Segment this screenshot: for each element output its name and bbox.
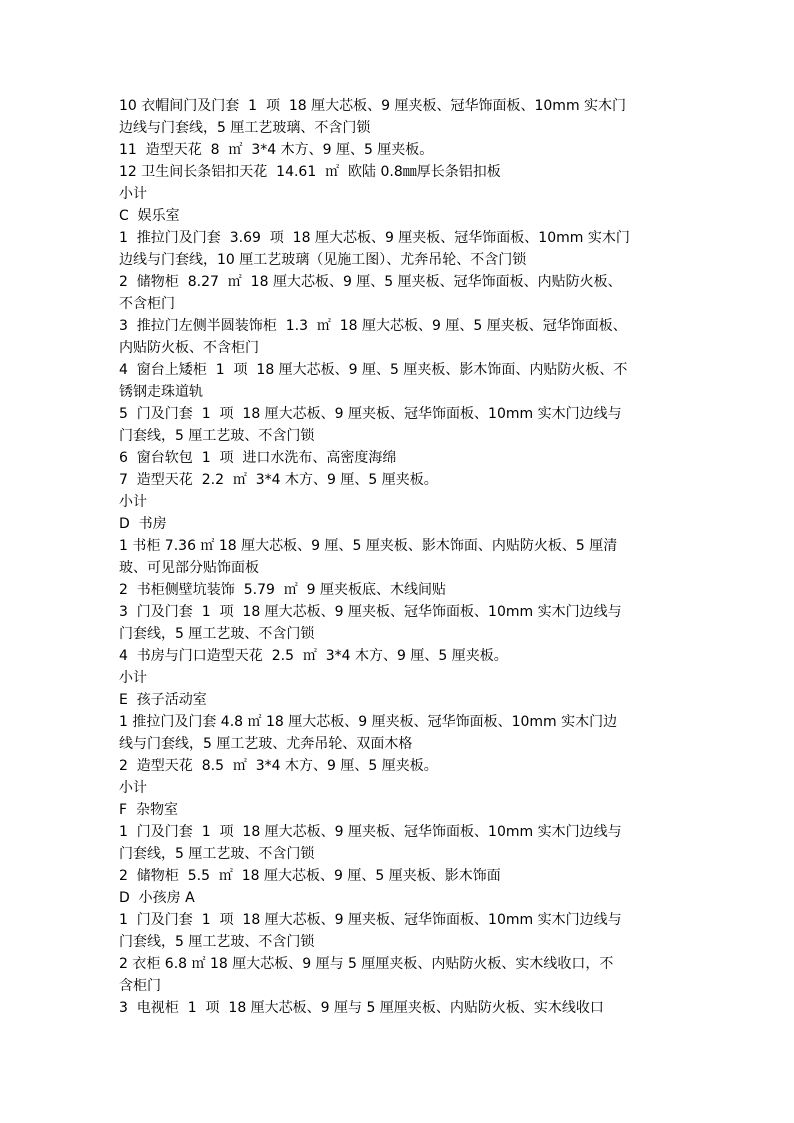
text-line: 4 书房与门口造型天花 2.5 ㎡ 3*4 木方、9 厘、5 厘夹板。	[119, 648, 508, 664]
section-heading: C 娱乐室	[119, 208, 180, 224]
text-line: 1 推拉门及门套 4.8 ㎡ 18 厘大芯板、9 厘夹板、冠华饰面板、10mm 实木门边	[119, 714, 618, 730]
text-line: 门套线，5 厘工艺玻、不含门锁	[119, 626, 315, 642]
subtotal-label: 小计	[119, 670, 147, 686]
text-line: 1 推拉门及门套 3.69 项 18 厘大芯板、9 厘夹板、冠华饰面板、10mm 实木门	[119, 230, 630, 246]
text-line: 11 造型天花 8 ㎡ 3*4 木方、9 厘、5 厘夹板。	[119, 142, 434, 158]
section-heading: D 小孩房 A	[119, 890, 195, 906]
text-line: 12 卫生间长条铝扣天花 14.61 ㎡ 欧陆 0.8㎜厚长条铝扣板	[119, 164, 501, 180]
text-line: 门套线，5 厘工艺玻、不含门锁	[119, 846, 315, 862]
subtotal-label: 小计	[119, 780, 147, 796]
text-line: 3 推拉门左侧半圆装饰柜 1.3 ㎡ 18 厘大芯板、9 厘、5 厘夹板、冠华饰面板、	[119, 318, 627, 334]
section-heading: E 孩子活动室	[119, 692, 207, 708]
subtotal-label: 小计	[119, 186, 147, 202]
text-line: 不含柜门	[119, 296, 175, 312]
text-line: 4 窗台上矮柜 1 项 18 厘大芯板、9 厘、5 厘夹板、影木饰面、内贴防火板、不	[119, 362, 628, 378]
text-line: 2 储物柜 5.5 ㎡ 18 厘大芯板、9 厘、5 厘夹板、影木饰面	[119, 868, 501, 884]
text-line: 锈钢走珠道轨	[119, 384, 203, 400]
text-line: 5 门及门套 1 项 18 厘大芯板、9 厘夹板、冠华饰面板、10mm 实木门边线与	[119, 406, 622, 422]
text-line: 3 门及门套 1 项 18 厘大芯板、9 厘夹板、冠华饰面板、10mm 实木门边线与	[119, 604, 622, 620]
text-line: 3 电视柜 1 项 18 厘大芯板、9 厘与 5 厘厘夹板、内贴防火板、实木线收口	[119, 1000, 604, 1016]
text-line: 门套线，5 厘工艺玻、不含门锁	[119, 428, 315, 444]
text-line: 边线与门套线，10 厘工艺玻璃（见施工图）、尤奔吊轮、不含门锁	[119, 252, 527, 268]
text-line: 边线与门套线，5 厘工艺玻璃、不含门锁	[119, 120, 371, 136]
text-line: 2 书柜侧壁坑装饰 5.79 ㎡ 9 厘夹板底、木线间贴	[119, 582, 447, 598]
text-line: 2 衣柜 6.8 ㎡ 18 厘大芯板、9 厘与 5 厘厘夹板、内贴防火板、实木线收口，不	[119, 956, 614, 972]
text-line: 10 衣帽间门及门套 1 项 18 厘大芯板、9 厘夹板、冠华饰面板、10mm 实木门	[119, 98, 627, 114]
text-line: 2 造型天花 8.5 ㎡ 3*4 木方、9 厘、5 厘夹板。	[119, 758, 438, 774]
text-line: 1 书柜 7.36 ㎡ 18 厘大芯板、9 厘、5 厘夹板、影木饰面、内贴防火板、5 厘清	[119, 538, 618, 554]
text-line: 线与门套线，5 厘工艺玻、尤奔吊轮、双面木格	[119, 736, 413, 752]
document-body	[119, 95, 687, 1019]
subtotal-label: 小计	[119, 494, 147, 510]
text-line: 7 造型天花 2.2 ㎡ 3*4 木方、9 厘、5 厘夹板。	[119, 472, 438, 488]
text-line: 2 储物柜 8.27 ㎡ 18 厘大芯板、9 厘、5 厘夹板、冠华饰面板、内贴防火板、	[119, 274, 622, 290]
section-heading: D 书房	[119, 516, 167, 532]
text-line: 6 窗台软包 1 项 进口水洗布、高密度海绵	[119, 450, 397, 466]
text-line: 含柜门	[119, 978, 161, 994]
section-heading: F 杂物室	[119, 802, 178, 818]
text-line: 1 门及门套 1 项 18 厘大芯板、9 厘夹板、冠华饰面板、10mm 实木门边线与	[119, 824, 622, 840]
text-line: 1 门及门套 1 项 18 厘大芯板、9 厘夹板、冠华饰面板、10mm 实木门边线与	[119, 912, 622, 928]
text-line: 内贴防火板、不含柜门	[119, 340, 259, 356]
text-line: 门套线，5 厘工艺玻、不含门锁	[119, 934, 315, 950]
text-line: 玻、可见部分贴饰面板	[119, 560, 259, 576]
